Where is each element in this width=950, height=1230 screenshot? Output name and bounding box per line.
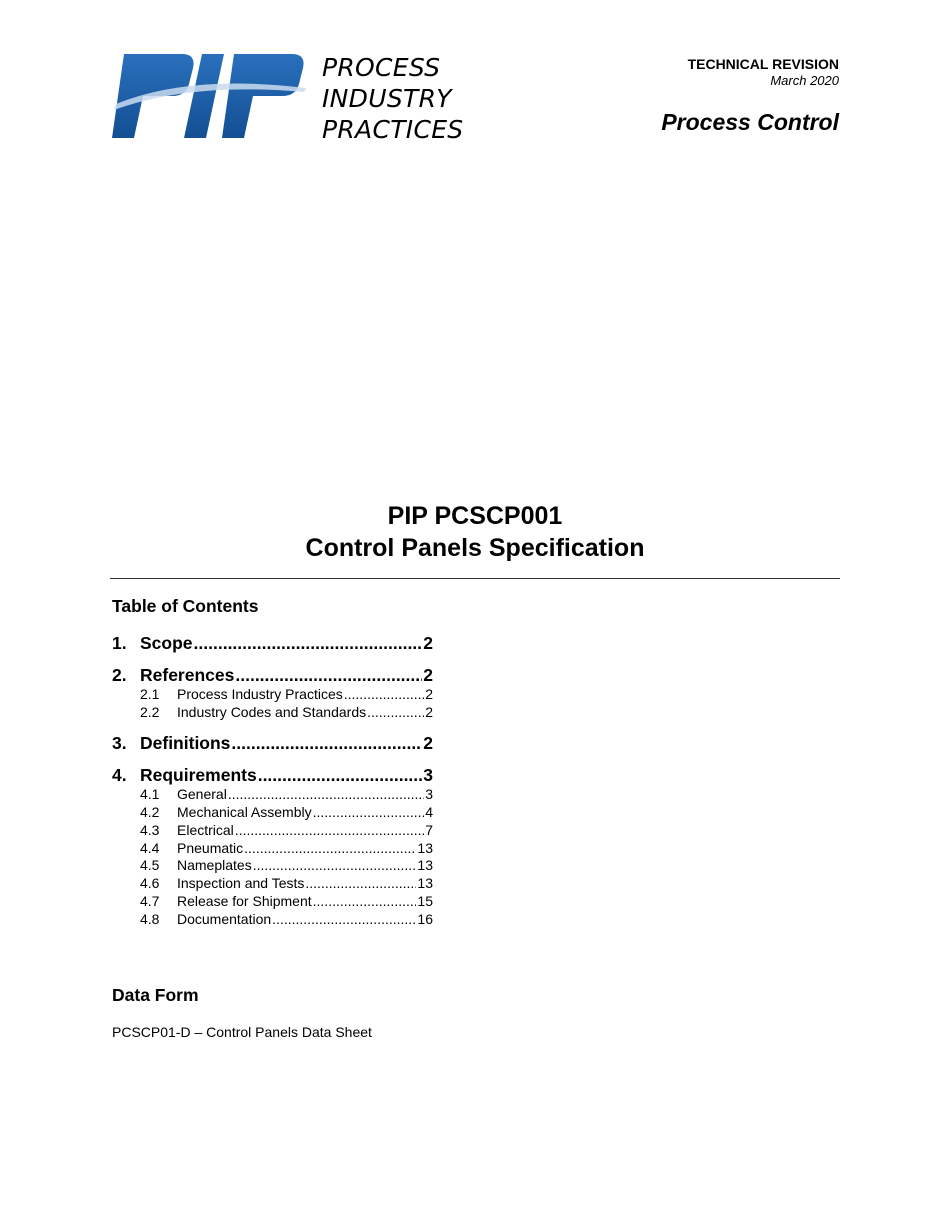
logo-line-2: INDUSTRY (322, 84, 452, 113)
toc-entry-label: Definitions (140, 732, 231, 753)
toc-subentry-label: Inspection and Tests (177, 875, 305, 892)
toc-leader-dots (313, 804, 425, 822)
toc-entry-label: References (140, 665, 235, 685)
toc-subentry-label: Mechanical Assembly (177, 803, 312, 820)
toc-subentry-number: 4.1 (140, 785, 160, 802)
toc-subentry-label: Documentation (177, 911, 272, 928)
toc-leader-dots (344, 686, 424, 704)
toc-subentry[interactable] (112, 875, 433, 893)
toc-subentry-label: Electrical (177, 821, 234, 838)
pip-logo (110, 52, 480, 144)
pip-logo-letters: PIP (160, 52, 162, 53)
toc-subentry[interactable] (112, 804, 433, 822)
logo-line-1: PROCESS (322, 53, 441, 82)
toc-subentry-label: General (177, 785, 227, 802)
toc-subentry-page: 7 (425, 821, 433, 838)
toc-section (112, 632, 433, 654)
toc-leader-dots (235, 822, 424, 840)
toc-entry[interactable] (112, 664, 433, 686)
toc-leader-dots (194, 632, 423, 654)
toc-leader-dots (258, 764, 423, 786)
toc-leader-dots (228, 786, 424, 804)
toc-leader-dots (272, 911, 416, 929)
toc-subentry-page: 3 (425, 785, 433, 802)
toc-leader-dots (253, 857, 417, 875)
toc-leader-dots (231, 732, 422, 754)
toc-leader-dots (305, 875, 416, 893)
logo-wordmark (322, 52, 482, 145)
toc-leader-dots (313, 893, 417, 911)
toc-subentry[interactable] (112, 686, 433, 704)
toc-section (112, 732, 433, 754)
toc-subentry-page: 13 (417, 875, 433, 892)
toc-subentry-number: 4.3 (140, 821, 160, 838)
toc-entry[interactable] (112, 732, 433, 754)
toc-subentry[interactable] (112, 857, 433, 875)
revision-block (661, 56, 839, 136)
toc-leader-dots (244, 840, 416, 858)
pip-logo-mark (110, 52, 310, 144)
toc-subentry-number: 4.5 (140, 857, 160, 874)
toc-subentry-number: 4.8 (140, 911, 160, 928)
toc-subentry[interactable] (112, 840, 433, 858)
toc-entry-number: 4. (112, 764, 127, 785)
toc-leader-dots (235, 664, 422, 686)
revision-date: March 2020 (770, 73, 839, 88)
toc-leader-dots (367, 704, 424, 722)
toc-entry-label: Requirements (140, 764, 257, 785)
toc-subentry-page: 13 (417, 839, 433, 856)
toc-entry-number: 3. (112, 732, 127, 753)
document-title: Control Panels Specification (305, 534, 645, 562)
toc-entry-page: 3 (423, 764, 433, 785)
toc-entry-page: 2 (423, 665, 433, 685)
document-title-block (0, 500, 950, 564)
table-of-contents (112, 632, 433, 939)
toc-entry-label: Scope (140, 633, 193, 653)
toc-subentry-page: 2 (425, 686, 433, 702)
toc-subentry-page: 2 (425, 703, 433, 720)
toc-section (112, 764, 433, 929)
toc-subentry[interactable] (112, 786, 433, 804)
toc-heading: Table of Contents (112, 596, 259, 616)
toc-subentry-number: 4.6 (140, 875, 160, 892)
toc-subentry-label: Process Industry Practices (177, 686, 343, 702)
data-form-heading: Data Form (112, 985, 199, 1005)
toc-subentry-number: 4.7 (140, 893, 160, 910)
data-form-item[interactable]: PCSCP01-D – Control Panels Data Sheet (112, 1024, 372, 1040)
toc-subentry-number: 2.2 (140, 703, 160, 720)
revision-label: TECHNICAL REVISION (687, 56, 839, 72)
toc-subentry-number: 4.2 (140, 803, 160, 820)
toc-entry-number: 1. (112, 633, 127, 653)
toc-subentry[interactable] (112, 911, 433, 929)
toc-subentry-label: Nameplates (177, 857, 252, 874)
toc-subentry-label: Pneumatic (177, 839, 244, 856)
discipline-title: Process Control (661, 109, 839, 135)
toc-subentry-label: Industry Codes and Standards (177, 703, 367, 720)
title-divider (110, 578, 840, 579)
toc-subentry-number: 2.1 (140, 686, 160, 702)
toc-subentry-page: 16 (417, 911, 433, 928)
toc-subentry-page: 15 (417, 893, 433, 910)
toc-entry-number: 2. (112, 665, 127, 685)
toc-subentry[interactable] (112, 893, 433, 911)
toc-entry-page: 2 (423, 633, 433, 653)
toc-subentry-page: 13 (417, 857, 433, 874)
toc-section (112, 664, 433, 722)
toc-subentry-label: Release for Shipment (177, 893, 312, 910)
toc-subentry[interactable] (112, 704, 433, 722)
document-code: PIP PCSCP001 (387, 502, 563, 530)
toc-subentry-number: 4.4 (140, 839, 160, 856)
toc-entry-page: 2 (423, 732, 433, 753)
toc-entry[interactable] (112, 764, 433, 786)
toc-subentry[interactable] (112, 822, 433, 840)
toc-entry[interactable] (112, 632, 433, 654)
toc-subentry-page: 4 (425, 803, 433, 820)
logo-line-3: PRACTICES (322, 115, 464, 144)
